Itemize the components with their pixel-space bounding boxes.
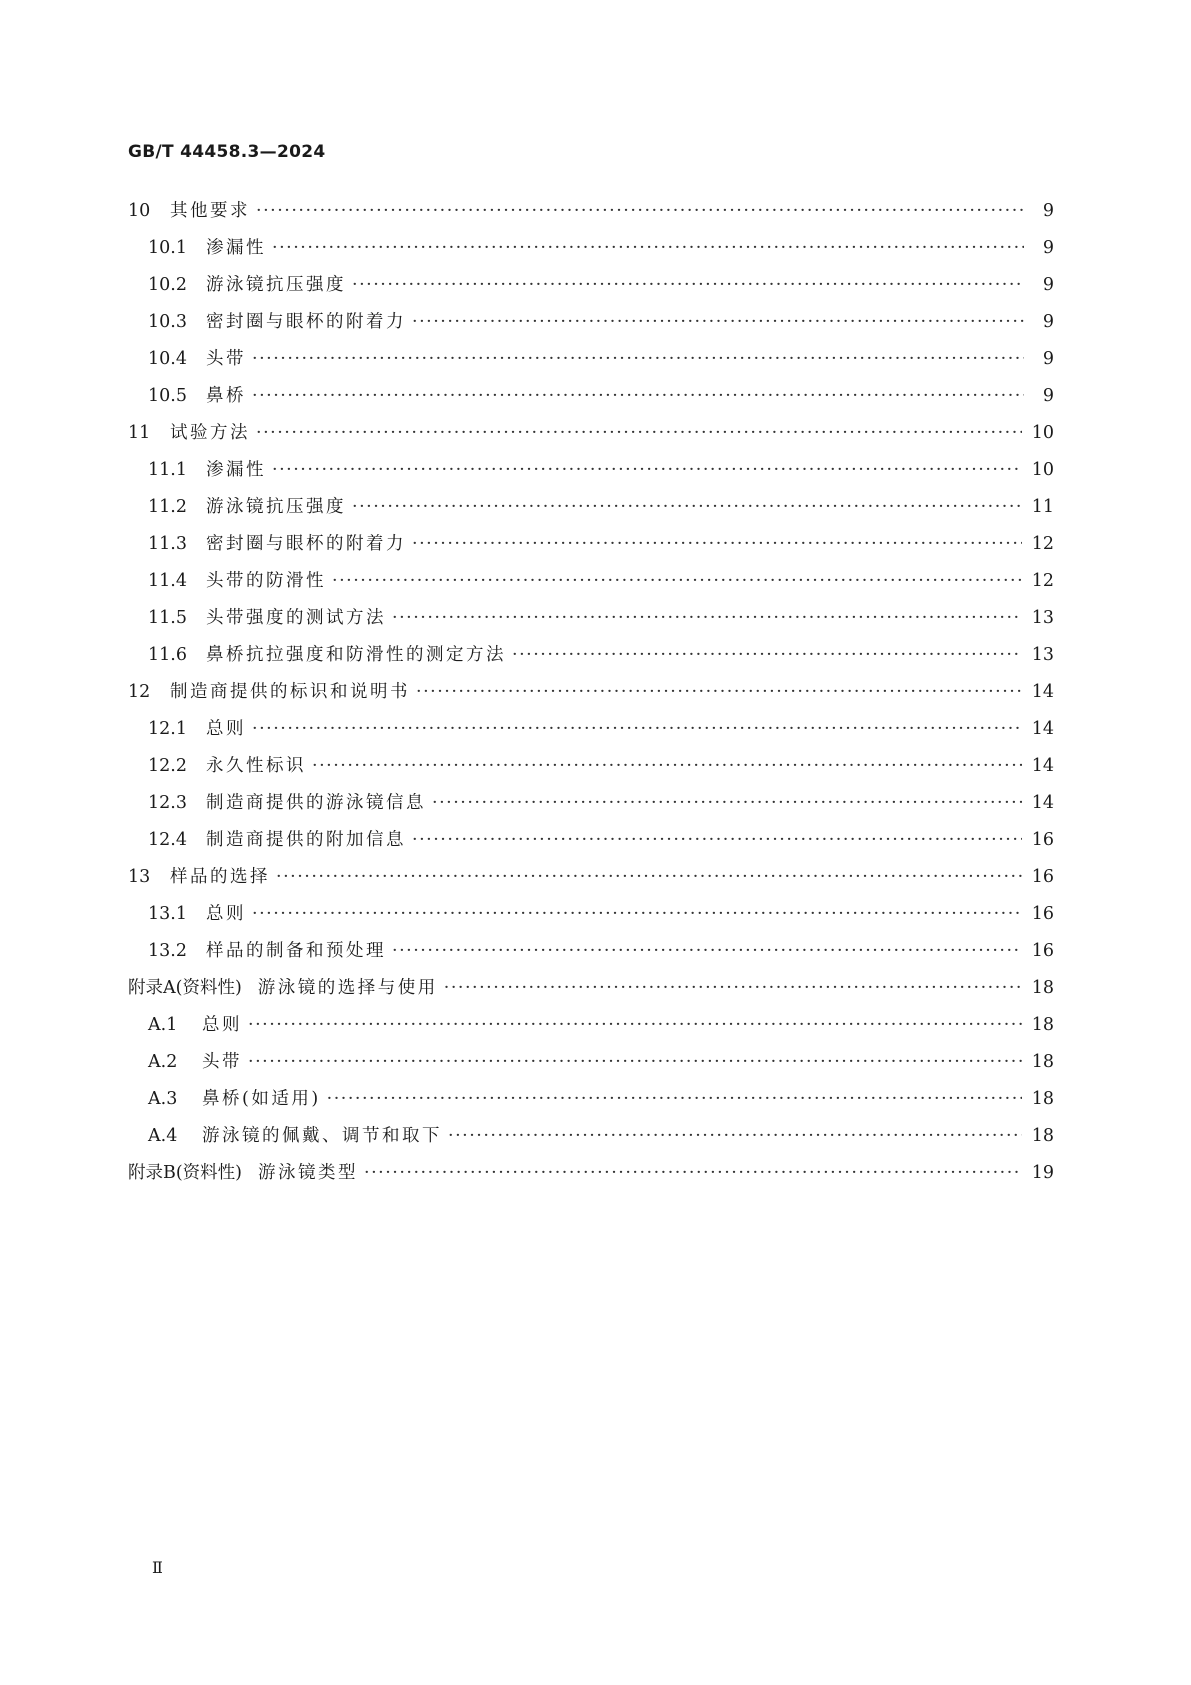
toc-entry-title: 制造商提供的游泳镜信息 [206, 793, 426, 813]
toc-entry-page: 13 [1031, 645, 1054, 665]
toc-entry-page: 18 [1031, 1089, 1054, 1109]
toc-entry-page: 18 [1031, 1052, 1054, 1072]
toc-entry-title: 渗漏性 [206, 238, 266, 258]
toc-entry-title: 鼻桥 [206, 386, 246, 406]
toc-entry-page: 16 [1031, 941, 1054, 961]
toc-entry[interactable] [128, 822, 1054, 859]
toc-entry-number: 11.5 [148, 608, 187, 628]
toc-entry-title: 头带 [202, 1052, 242, 1072]
toc-entry-number: 11.6 [148, 645, 187, 665]
toc-entry-number: 11.2 [148, 497, 187, 517]
toc-entry-number: 10 [128, 201, 151, 221]
toc-entry[interactable] [128, 1081, 1054, 1118]
toc-entry-number: 11.4 [148, 571, 187, 591]
toc-entry[interactable] [128, 452, 1054, 489]
dot-leader [272, 452, 1022, 489]
toc-entry[interactable] [128, 674, 1054, 711]
toc-entry-title: 游泳镜的选择与使用 [257, 978, 438, 998]
toc-entry-page: 9 [1042, 201, 1054, 221]
toc-entry-number: 附录A(资料性) [128, 978, 242, 998]
dot-leader [248, 1044, 1022, 1081]
table-of-contents [128, 193, 1054, 1192]
toc-entry-number: 13 [128, 867, 151, 887]
toc-entry[interactable] [128, 933, 1054, 970]
dot-leader [252, 341, 1024, 378]
dot-leader [412, 822, 1022, 859]
page-number: Ⅱ [152, 1558, 163, 1577]
toc-entry-page: 19 [1031, 1163, 1054, 1183]
toc-entry-title: 总则 [206, 904, 246, 924]
toc-entry-number: 10.5 [148, 386, 187, 406]
toc-entry-title: 总则 [202, 1015, 242, 1035]
toc-entry-title: 样品的制备和预处理 [206, 941, 386, 961]
toc-entry[interactable] [128, 600, 1054, 637]
toc-entry[interactable] [128, 711, 1054, 748]
toc-entry-page: 11 [1031, 497, 1054, 517]
toc-entry-title: 永久性标识 [206, 756, 306, 776]
dot-leader [352, 267, 1024, 304]
toc-entry-number: 附录B(资料性) [128, 1163, 243, 1183]
toc-entry[interactable] [128, 970, 1054, 1007]
dot-leader [412, 304, 1024, 341]
dot-leader [432, 785, 1022, 822]
dot-leader [364, 1155, 1022, 1192]
toc-entry-page: 10 [1031, 460, 1054, 480]
toc-entry-page: 14 [1031, 682, 1054, 702]
toc-entry-page: 9 [1042, 312, 1054, 332]
dot-leader [392, 600, 1022, 637]
toc-entry-page: 18 [1031, 1126, 1054, 1146]
toc-entry-number: A.3 [148, 1089, 178, 1109]
toc-entry-number: 11.3 [148, 534, 187, 554]
toc-entry-title: 头带 [206, 349, 246, 369]
dot-leader [332, 563, 1022, 600]
dot-leader [448, 1118, 1022, 1155]
toc-entry[interactable] [128, 341, 1054, 378]
toc-entry-number: 12.3 [148, 793, 187, 813]
dot-leader [392, 933, 1022, 970]
toc-entry-page: 9 [1042, 275, 1054, 295]
toc-entry-number: 12.4 [148, 830, 187, 850]
toc-entry-number: 10.1 [148, 238, 187, 258]
toc-entry-title: 鼻桥(如适用) [202, 1089, 321, 1109]
toc-entry-title: 密封圈与眼杯的附着力 [206, 534, 406, 554]
toc-entry-title: 游泳镜的佩戴、调节和取下 [202, 1126, 442, 1146]
toc-entry-page: 12 [1031, 534, 1054, 554]
toc-entry-title: 渗漏性 [206, 460, 266, 480]
toc-entry-page: 16 [1031, 830, 1054, 850]
toc-entry-number: 10.3 [148, 312, 187, 332]
toc-entry-title: 制造商提供的附加信息 [206, 830, 406, 850]
toc-entry-page: 9 [1042, 238, 1054, 258]
toc-entry[interactable] [128, 1118, 1054, 1155]
toc-entry-number: 13.2 [148, 941, 187, 961]
toc-entry[interactable] [128, 489, 1054, 526]
toc-entry-page: 14 [1031, 756, 1054, 776]
toc-entry-title: 鼻桥抗拉强度和防滑性的测定方法 [206, 645, 506, 665]
dot-leader [312, 748, 1022, 785]
toc-entry-number: 10.4 [148, 349, 187, 369]
toc-entry-number: 12.2 [148, 756, 187, 776]
toc-entry[interactable] [128, 378, 1054, 415]
toc-entry-page: 10 [1031, 423, 1054, 443]
toc-entry-number: 10.2 [148, 275, 187, 295]
toc-entry-page: 18 [1031, 1015, 1054, 1035]
toc-entry-page: 9 [1042, 386, 1054, 406]
toc-entry-number: 11 [128, 423, 151, 443]
toc-entry[interactable] [128, 563, 1054, 600]
toc-entry[interactable] [128, 637, 1054, 674]
dot-leader [512, 637, 1022, 674]
dot-leader [416, 674, 1022, 711]
toc-entry-page: 13 [1031, 608, 1054, 628]
toc-entry-title: 其他要求 [170, 201, 250, 221]
toc-entry-number: 12.1 [148, 719, 187, 739]
toc-entry-title: 制造商提供的标识和说明书 [170, 682, 410, 702]
dot-leader [352, 489, 1022, 526]
toc-entry-page: 9 [1042, 349, 1054, 369]
toc-entry[interactable] [128, 230, 1054, 267]
dot-leader [252, 378, 1024, 415]
toc-entry-title: 游泳镜抗压强度 [206, 275, 346, 295]
toc-entry[interactable] [128, 1155, 1054, 1192]
toc-entry-title: 试验方法 [170, 423, 250, 443]
toc-entry-number: A.1 [148, 1015, 178, 1035]
toc-entry-title: 密封圈与眼杯的附着力 [206, 312, 406, 332]
toc-entry-title: 游泳镜类型 [258, 1163, 359, 1183]
toc-entry-page: 16 [1031, 867, 1054, 887]
dot-leader [256, 193, 1024, 230]
toc-entry-title: 游泳镜抗压强度 [206, 497, 346, 517]
toc-entry[interactable] [128, 304, 1054, 341]
toc-entry-page: 14 [1031, 793, 1054, 813]
toc-entry[interactable] [128, 1044, 1054, 1081]
toc-entry-page: 12 [1031, 571, 1054, 591]
toc-entry-number: 13.1 [148, 904, 187, 924]
toc-entry[interactable] [128, 193, 1054, 230]
toc-entry[interactable] [128, 415, 1054, 452]
toc-entry[interactable] [128, 267, 1054, 304]
toc-entry[interactable] [128, 859, 1054, 896]
toc-entry-number: A.2 [148, 1052, 178, 1072]
toc-entry-number: 12 [128, 682, 151, 702]
dot-leader [276, 859, 1022, 896]
dot-leader [252, 896, 1022, 933]
toc-entry-page: 14 [1031, 719, 1054, 739]
toc-entry[interactable] [128, 896, 1054, 933]
dot-leader [412, 526, 1022, 563]
toc-entry-title: 总则 [206, 719, 246, 739]
standard-code: GB/T 44458.3—2024 [128, 142, 326, 162]
toc-entry[interactable] [128, 785, 1054, 822]
toc-entry[interactable] [128, 526, 1054, 563]
toc-entry-page: 16 [1031, 904, 1054, 924]
dot-leader [248, 1007, 1022, 1044]
dot-leader [327, 1081, 1022, 1118]
toc-entry-page: 18 [1031, 978, 1054, 998]
dot-leader [256, 415, 1022, 452]
dot-leader [444, 970, 1022, 1007]
toc-entry-title: 头带强度的测试方法 [206, 608, 386, 628]
toc-entry-number: A.4 [148, 1126, 178, 1146]
dot-leader [272, 230, 1024, 267]
toc-entry-number: 11.1 [148, 460, 187, 480]
toc-entry[interactable] [128, 748, 1054, 785]
toc-entry-title: 头带的防滑性 [206, 571, 326, 591]
dot-leader [252, 711, 1022, 748]
toc-entry[interactable] [128, 1007, 1054, 1044]
toc-entry-title: 样品的选择 [170, 867, 270, 887]
